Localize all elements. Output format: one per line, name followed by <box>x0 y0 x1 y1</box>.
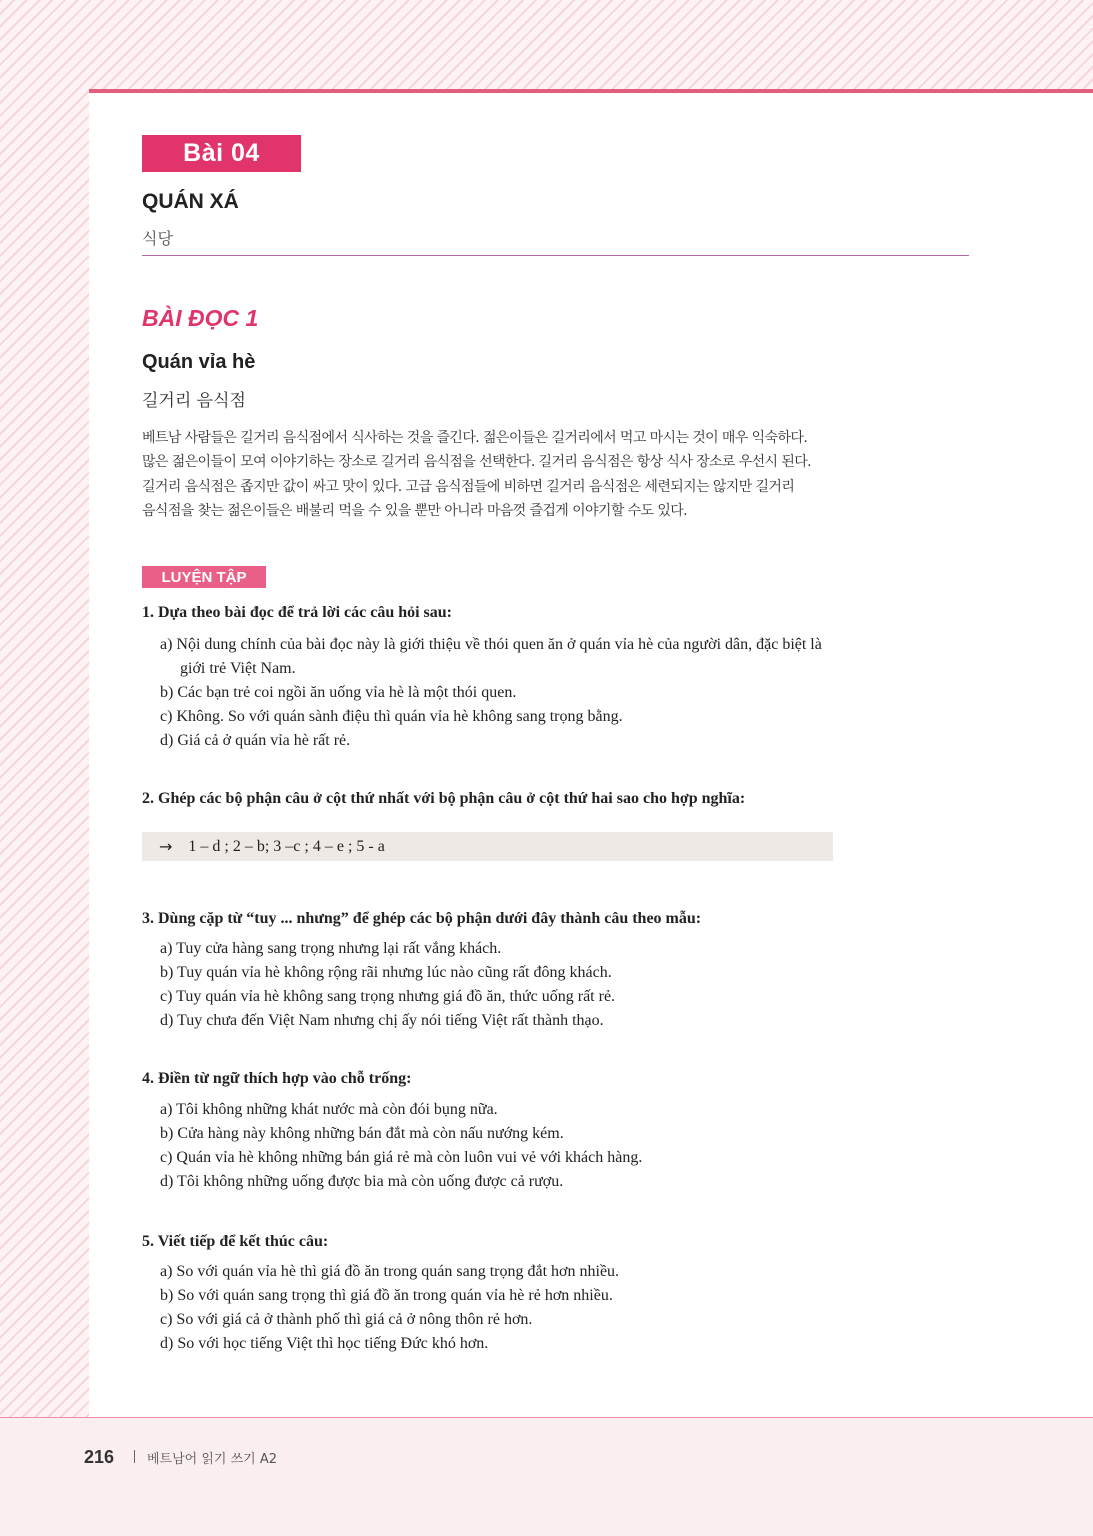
question-3-title: 3. Dùng cặp từ “tuy ... nhưng” để ghép các bộ phận dưới đây thành câu theo mẫu: <box>142 910 702 927</box>
lesson-badge: Bài 04 <box>142 135 301 172</box>
arrow-right-icon: → <box>159 837 173 856</box>
answer-item: c) Tuy quán vỉa hè không sang trọng nhưng giá đồ ăn, thức uống rất rẻ. <box>160 988 616 1005</box>
answer-item: d) Tôi không những uống được bia mà còn uống được cả rượu. <box>160 1173 564 1190</box>
answer-item: b) Tuy quán vỉa hè không rộng rãi nhưng lúc nào cũng rất đông khách. <box>160 964 612 981</box>
question-2-answer-box <box>142 832 833 861</box>
question-4-answers <box>160 1098 642 1194</box>
book-title: 베트남어 읽기 쓰기 A2 <box>147 1452 278 1467</box>
answer-item: giới trẻ Việt Nam. <box>180 660 296 677</box>
footer-separator <box>134 1450 135 1463</box>
question-3-answers <box>160 937 615 1033</box>
question-5-title: 5. Viết tiếp để kết thúc câu: <box>142 1233 329 1250</box>
answer-item: d) So với học tiếng Việt thì học tiếng Đức khó hơn. <box>160 1335 489 1352</box>
footer-band <box>0 1417 1093 1536</box>
answer-item: c) Không. So với quán sành điệu thì quán vỉa hè không sang trọng bằng. <box>160 708 623 725</box>
question-1-answers <box>160 633 822 753</box>
title-divider <box>142 255 969 256</box>
lesson-title: QUÁN XÁ <box>142 190 239 213</box>
lesson-title-korean: 식당 <box>142 229 173 248</box>
answer-item: a) Tuy cửa hàng sang trọng nhưng lại rất vắng khách. <box>160 940 502 957</box>
answer-item: b) Các bạn trẻ coi ngồi ăn uống vỉa hè là một thói quen. <box>160 684 517 701</box>
reading-title-korean: 길거리 음식점 <box>142 391 246 411</box>
answer-item: a) Nội dung chính của bài đọc này là giới thiệu về thói quen ăn ở quán vỉa hè của người dân, đặc biệt là <box>160 636 822 653</box>
question-5-answers <box>160 1260 619 1356</box>
answer-item: c) Quán vỉa hè không những bán giá rẻ mà còn luôn vui vẻ với khách hàng. <box>160 1149 643 1166</box>
question-2-answer: 1 – d ; 2 – b; 3 –c ; 4 – e ; 5 - a <box>188 837 385 855</box>
question-1-title: 1. Dựa theo bài đọc để trả lời các câu hỏi sau: <box>142 604 453 621</box>
passage-line: 베트남 사람들은 길거리 음식점에서 식사하는 것을 즐긴다. 젊은이들은 길거리에서 먹고 마시는 것이 매우 익숙하다. <box>142 430 808 446</box>
answer-item: b) Cửa hàng này không những bán đắt mà còn nấu nướng kém. <box>160 1125 564 1142</box>
answer-item: a) So với quán vỉa hè thì giá đồ ăn trong quán sang trọng đắt hơn nhiều. <box>160 1263 620 1280</box>
question-2-title: 2. Ghép các bộ phận câu ở cột thứ nhất với bộ phận câu ở cột thứ hai sao cho hợp nghĩa: <box>142 790 746 807</box>
answer-item: a) Tôi không những khát nước mà còn đói bụng nữa. <box>160 1101 498 1118</box>
answer-item: d) Giá cả ở quán vỉa hè rất rẻ. <box>160 732 351 749</box>
passage-line: 길거리 음식점은 좁지만 값이 싸고 맛이 있다. 고급 음식점들에 비하면 길거리 음식점은 세련되지는 않지만 길거리 <box>142 478 795 495</box>
page-number: 216 <box>84 1447 115 1467</box>
answer-item: d) Tuy chưa đến Việt Nam nhưng chị ấy nói tiếng Việt rất thành thạo. <box>160 1012 604 1029</box>
passage-line: 많은 젊은이들이 모여 이야기하는 장소로 길거리 음식점을 선택한다. 길거리 음식점은 항상 식사 장소로 우선시 된다. <box>142 454 812 471</box>
practice-badge: LUYỆN TẬP <box>142 566 266 588</box>
answer-item: c) So với giá cả ở thành phố thì giá cả ở nông thôn rẻ hơn. <box>160 1311 533 1328</box>
passage-line: 음식점을 찾는 젊은이들은 배불리 먹을 수 있을 뿐만 아니라 마음껏 즐겁게 이야기할 수도 있다. <box>142 502 688 519</box>
reading-heading: BÀI ĐỌC 1 <box>142 305 259 331</box>
reading-title: Quán vỉa hè <box>142 351 256 373</box>
page-sheet <box>89 89 1093 1417</box>
reading-passage <box>142 426 972 523</box>
question-4-title: 4. Điền từ ngữ thích hợp vào chỗ trống: <box>142 1070 412 1087</box>
answer-item: b) So với quán sang trọng thì giá đồ ăn trong quán vỉa hè rẻ hơn nhiều. <box>160 1287 613 1304</box>
